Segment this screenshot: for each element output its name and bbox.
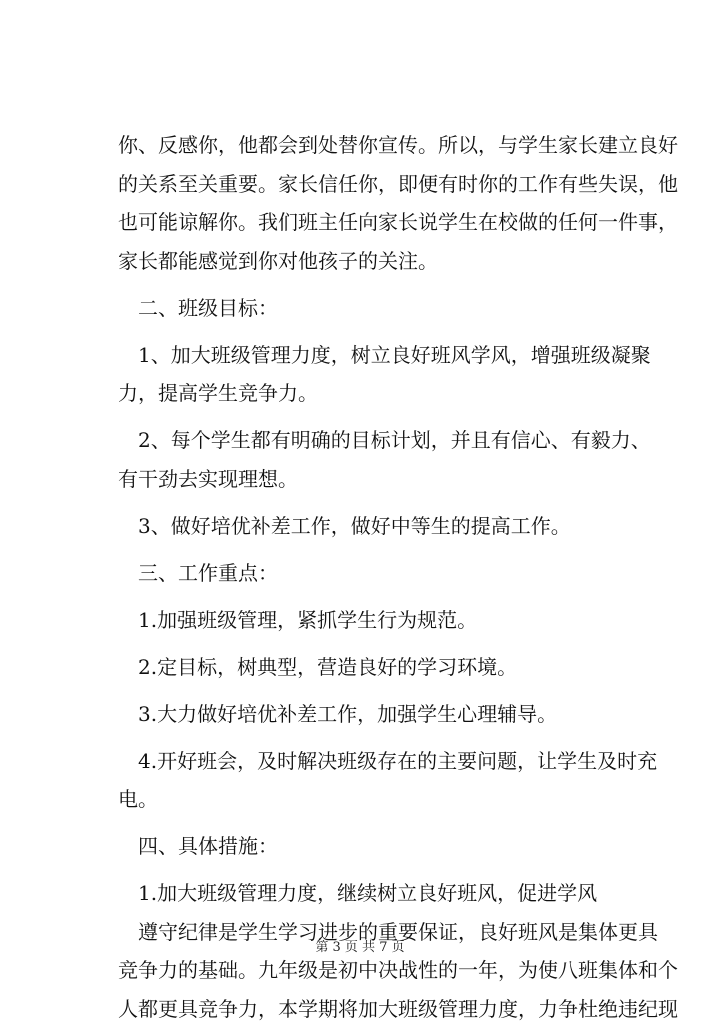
text-line: 竞争力的基础。九年级是初中决战性的一年，为使八班集体和个 (118, 951, 608, 990)
focus-item-3 (118, 695, 608, 734)
paragraph-discipline (118, 913, 608, 1028)
heading-class-goals (118, 289, 608, 328)
text-line: 电。 (118, 780, 608, 819)
section-heading: 四、具体措施： (118, 827, 608, 866)
text-line: 有干劲去实现理想。 (118, 460, 608, 499)
text-line: 也可能谅解你。我们班主任向家长说学生在校做的任何一件事， (118, 203, 608, 242)
heading-work-focus (118, 554, 608, 593)
goal-item-2 (118, 421, 608, 498)
text-line: 人都更具竞争力，本学期将加大班级管理力度，力争杜绝违纪现 (118, 990, 608, 1028)
text-line: 的关系至关重要。家长信任你，即便有时你的工作有些失误，他 (118, 165, 608, 204)
heading-measures (118, 827, 608, 866)
text-line: 1.加强班级管理，紧抓学生行为规范。 (118, 601, 608, 640)
text-line: 家长都能感觉到你对他孩子的关注。 (118, 242, 608, 281)
paragraph-parent-relations (118, 126, 608, 280)
focus-item-1 (118, 601, 608, 640)
text-line: 2、每个学生都有明确的目标计划，并且有信心、有毅力、 (118, 421, 608, 460)
text-line: 1.加大班级管理力度，继续树立良好班风，促进学风 (118, 874, 608, 913)
text-line: 你、反感你，他都会到处替你宣传。所以，与学生家长建立良好 (118, 126, 608, 165)
goal-item-3 (118, 507, 608, 546)
focus-item-4 (118, 742, 608, 819)
goal-item-1 (118, 336, 608, 413)
measure-item-1 (118, 874, 608, 913)
section-heading: 三、工作重点： (118, 554, 608, 593)
text-line: 2.定目标，树典型，营造良好的学习环境。 (118, 648, 608, 687)
page-body (118, 126, 608, 1028)
text-line: 4.开好班会，及时解决班级存在的主要问题，让学生及时充 (118, 742, 608, 781)
text-line: 1、加大班级管理力度，树立良好班风学风，增强班级凝聚 (118, 336, 608, 375)
text-line: 3.大力做好培优补差工作，加强学生心理辅导。 (118, 695, 608, 734)
page-number-footer: 第 3 页 共 7 页 (0, 936, 720, 955)
section-heading: 二、班级目标： (118, 289, 608, 328)
text-line: 遵守纪律是学生学习进步的重要保证，良好班风是集体更具 (118, 913, 608, 952)
text-line: 3、做好培优补差工作，做好中等生的提高工作。 (118, 507, 608, 546)
focus-item-2 (118, 648, 608, 687)
text-line: 力，提高学生竞争力。 (118, 374, 608, 413)
